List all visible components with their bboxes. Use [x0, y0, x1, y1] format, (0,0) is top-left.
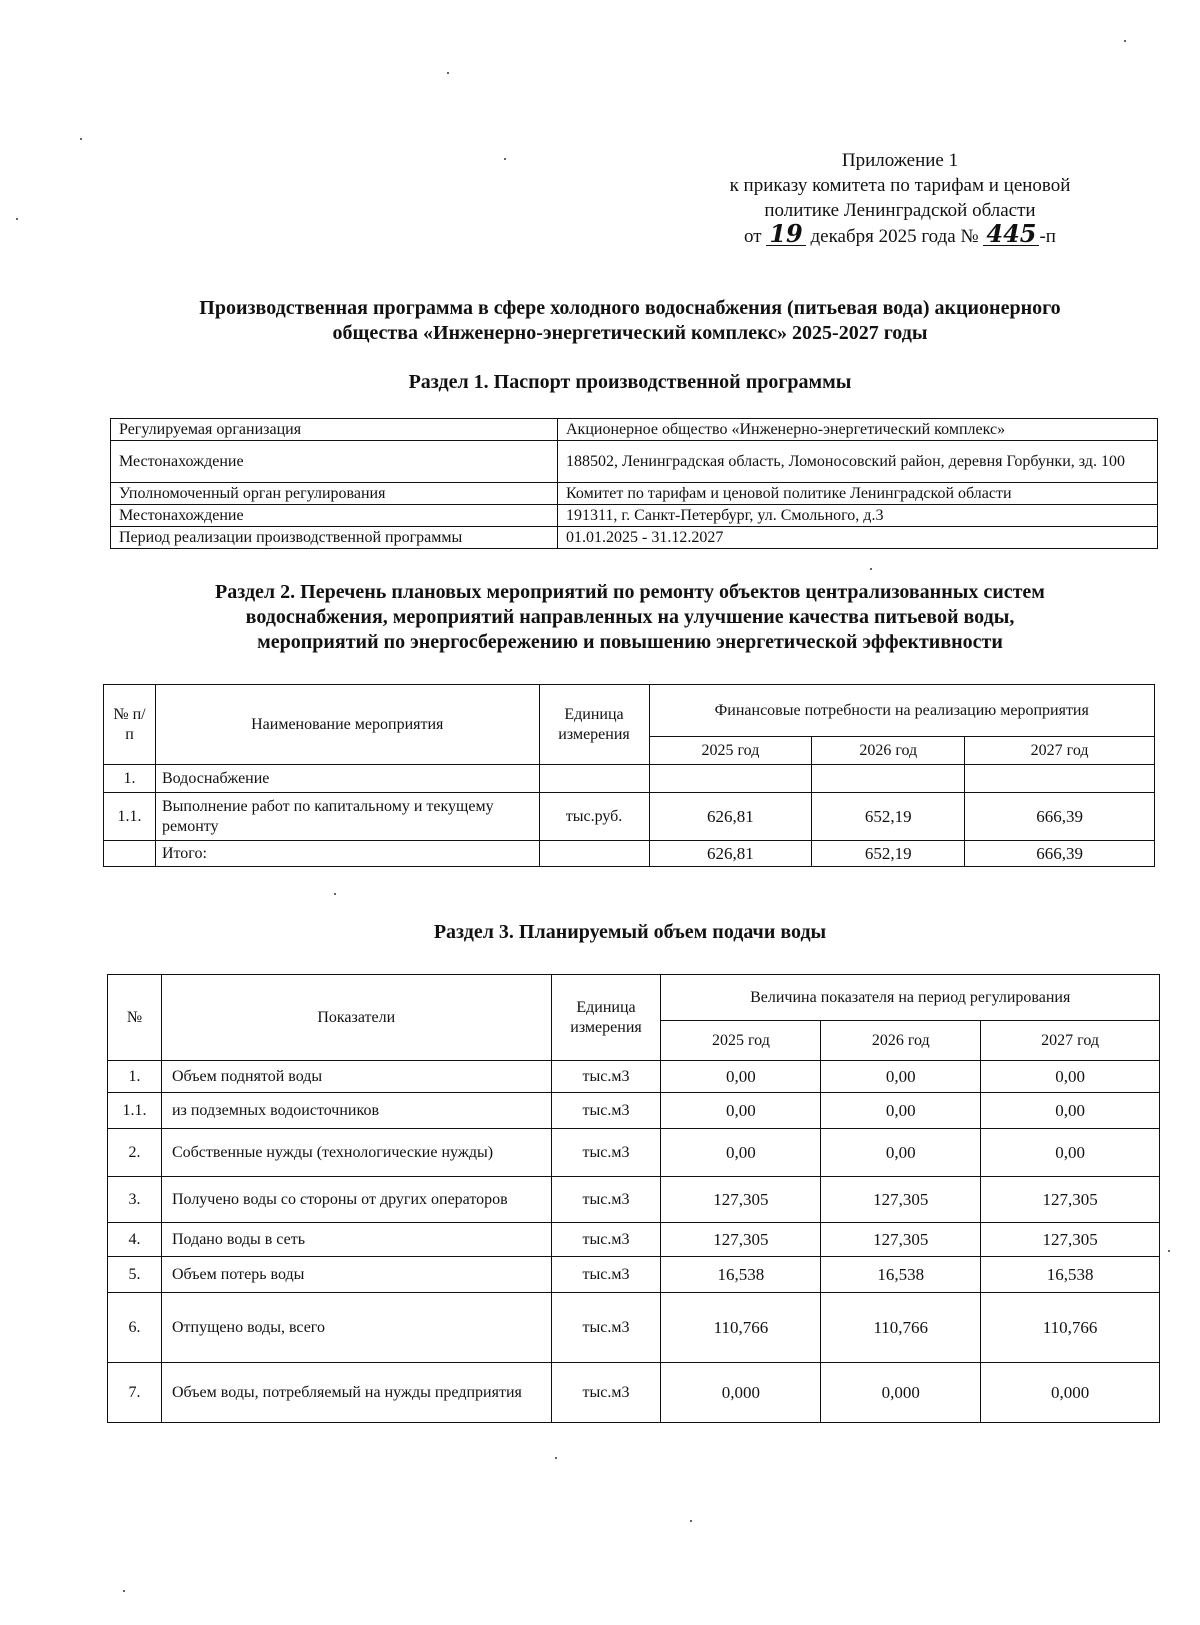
section2-title [100, 580, 1160, 655]
row-num: 5. [108, 1257, 162, 1293]
header-year-2025: 2025 год [661, 1021, 821, 1061]
value-2027: 666,39 [965, 793, 1155, 841]
value-2025: 0,00 [661, 1129, 821, 1177]
document-title [100, 296, 1160, 346]
value-2025: 0,00 [661, 1093, 821, 1129]
scan-speck [80, 138, 82, 140]
document-title-line-1: Производственная программа в сфере холодного водоснабжения (питьевая вода) акционерного [199, 297, 1061, 319]
section1-title: Раздел 1. Паспорт производственной программы [408, 371, 852, 393]
table-row [108, 1257, 1160, 1293]
month-year: декабря 2025 года № [810, 226, 979, 247]
table-row [104, 841, 1155, 867]
value-2025: 626,81 [649, 841, 812, 867]
indicator-name: Объем потерь воды [161, 1257, 551, 1293]
header-indicators: Показатели [161, 975, 551, 1061]
unit: тыс.м3 [551, 1129, 661, 1177]
handwritten-day: 19 [766, 223, 805, 246]
value-2026: 0,00 [821, 1061, 981, 1093]
passport-row [111, 527, 1158, 549]
indicator-name: Объем поднятой воды [161, 1061, 551, 1093]
row-num: 4. [108, 1223, 162, 1257]
indicator-name: из подземных водоисточников [161, 1093, 551, 1129]
header-unit: Единица измерения [539, 685, 649, 765]
value-2026: 16,538 [821, 1257, 981, 1293]
passport-row [111, 505, 1158, 527]
header-indicator-value: Величина показателя на период регулирования [661, 975, 1160, 1021]
measure-name: Водоснабжение [155, 765, 539, 793]
section3-title: Раздел 3. Планируемый объем подачи воды [433, 921, 827, 943]
scan-speck [123, 1590, 125, 1592]
unit [539, 841, 649, 867]
measures-table [103, 684, 1155, 867]
table-row [108, 1061, 1160, 1093]
scan-speck [1124, 40, 1126, 42]
value-2027: 127,305 [981, 1177, 1160, 1223]
value-2026: 0,00 [821, 1093, 981, 1129]
row-num: 1.1. [108, 1093, 162, 1129]
scan-speck [690, 1520, 692, 1522]
header-year-2026: 2026 год [821, 1021, 981, 1061]
measure-name: Выполнение работ по капитальному и текущему ремонту [155, 793, 539, 841]
header-unit: Единица измерения [551, 975, 661, 1061]
appendix-line-4 [660, 219, 1140, 249]
indicator-name: Получено воды со стороны от других операторов [161, 1177, 551, 1223]
section2-title-line-2: водоснабжения, мероприятий направленных на улучшение качества питьевой воды, [245, 606, 1015, 628]
header-year-2026: 2026 год [812, 737, 965, 765]
header-num: № [108, 975, 162, 1061]
passport-key: Местонахождение [111, 441, 558, 483]
header-financial-needs: Финансовые потребности на реализацию мероприятия [649, 685, 1155, 737]
scan-speck [870, 568, 872, 570]
value-2027: 16,538 [981, 1257, 1160, 1293]
indicator-name: Отпущено воды, всего [161, 1293, 551, 1363]
value-2026: 652,19 [812, 793, 965, 841]
table-row [104, 793, 1155, 841]
header-num: № п/п [104, 685, 156, 765]
passport-value: 191311, г. Санкт-Петербург, ул. Смольного, д.3 [558, 505, 1158, 527]
unit: тыс.м3 [551, 1293, 661, 1363]
unit: тыс.руб. [539, 793, 649, 841]
value-2026 [812, 765, 965, 793]
table-row [104, 765, 1155, 793]
value-2026: 652,19 [812, 841, 965, 867]
value-2027: 127,305 [981, 1223, 1160, 1257]
header-year-2027: 2027 год [981, 1021, 1160, 1061]
scan-speck [504, 158, 506, 160]
table-row [108, 1223, 1160, 1257]
header-name: Наименование мероприятия [155, 685, 539, 765]
row-num: 7. [108, 1363, 162, 1423]
value-2027: 0,00 [981, 1093, 1160, 1129]
header-year-2027: 2027 год [965, 737, 1155, 765]
measure-name: Итого: [155, 841, 539, 867]
unit: тыс.м3 [551, 1093, 661, 1129]
scan-speck [16, 218, 18, 220]
indicator-name: Подано воды в сеть [161, 1223, 551, 1257]
passport-table [110, 418, 1158, 549]
value-2027: 0,00 [981, 1129, 1160, 1177]
value-2026: 127,305 [821, 1177, 981, 1223]
scan-speck [555, 1457, 557, 1459]
value-2025: 16,538 [661, 1257, 821, 1293]
value-2027 [965, 765, 1155, 793]
value-2025: 626,81 [649, 793, 812, 841]
value-2025: 127,305 [661, 1177, 821, 1223]
scan-speck [1168, 1250, 1170, 1252]
value-2027: 0,00 [981, 1061, 1160, 1093]
passport-key: Период реализации производственной программы [111, 527, 558, 549]
passport-value: Комитет по тарифам и ценовой политике Ленинградской области [558, 483, 1158, 505]
appendix-line-1: Приложение 1 [841, 150, 959, 171]
passport-row [111, 483, 1158, 505]
value-2027: 110,766 [981, 1293, 1160, 1363]
passport-value: 188502, Ленинградская область, Ломоносовский район, деревня Горбунки, зд. 100 [558, 441, 1158, 483]
appendix-header [660, 148, 1140, 249]
water-supply-table [107, 974, 1160, 1423]
unit: тыс.м3 [551, 1177, 661, 1223]
value-2025: 127,305 [661, 1223, 821, 1257]
indicator-name: Собственные нужды (технологические нужды) [161, 1129, 551, 1177]
unit: тыс.м3 [551, 1223, 661, 1257]
value-2026: 110,766 [821, 1293, 981, 1363]
unit: тыс.м3 [551, 1257, 661, 1293]
appendix-line-2: к приказу комитета по тарифам и ценовой [729, 175, 1071, 196]
passport-row [111, 441, 1158, 483]
unit: тыс.м3 [551, 1061, 661, 1093]
handwritten-order-number: 445 [983, 223, 1039, 246]
value-2025: 0,000 [661, 1363, 821, 1423]
value-2025: 0,00 [661, 1061, 821, 1093]
value-2025 [649, 765, 812, 793]
row-num: 1. [108, 1061, 162, 1093]
indicator-name: Объем воды, потребляемый на нужды предприятия [161, 1363, 551, 1423]
document-title-line-2: общества «Инженерно-энергетический комплекс» 2025-2027 годы [332, 322, 928, 344]
table-row [108, 1177, 1160, 1223]
from-label: от [744, 226, 762, 247]
value-2026: 127,305 [821, 1223, 981, 1257]
table-row [108, 1293, 1160, 1363]
passport-value: Акционерное общество «Инженерно-энергетический комплекс» [558, 419, 1158, 441]
passport-key: Регулируемая организация [111, 419, 558, 441]
value-2026: 0,000 [821, 1363, 981, 1423]
scan-speck [334, 893, 336, 895]
unit: тыс.м3 [551, 1363, 661, 1423]
row-num [104, 841, 156, 867]
row-num: 2. [108, 1129, 162, 1177]
order-suffix: -п [1039, 226, 1056, 247]
passport-key: Местонахождение [111, 505, 558, 527]
row-num: 1. [104, 765, 156, 793]
value-2027: 0,000 [981, 1363, 1160, 1423]
section2-title-line-3: мероприятий по энергосбережению и повышению энергетической эффективности [257, 631, 1003, 653]
table-row [108, 1129, 1160, 1177]
section2-title-line-1: Раздел 2. Перечень плановых мероприятий по ремонту объектов централизованных систем [215, 581, 1045, 603]
appendix-line-3: политике Ленинградской области [764, 200, 1036, 221]
table-row [108, 1093, 1160, 1129]
value-2026: 0,00 [821, 1129, 981, 1177]
row-num: 3. [108, 1177, 162, 1223]
row-num: 1.1. [104, 793, 156, 841]
value-2027: 666,39 [965, 841, 1155, 867]
value-2025: 110,766 [661, 1293, 821, 1363]
unit [539, 765, 649, 793]
scan-speck [447, 72, 449, 74]
passport-row [111, 419, 1158, 441]
row-num: 6. [108, 1293, 162, 1363]
table-row [108, 1363, 1160, 1423]
header-year-2025: 2025 год [649, 737, 812, 765]
passport-key: Уполномоченный орган регулирования [111, 483, 558, 505]
passport-value: 01.01.2025 - 31.12.2027 [558, 527, 1158, 549]
